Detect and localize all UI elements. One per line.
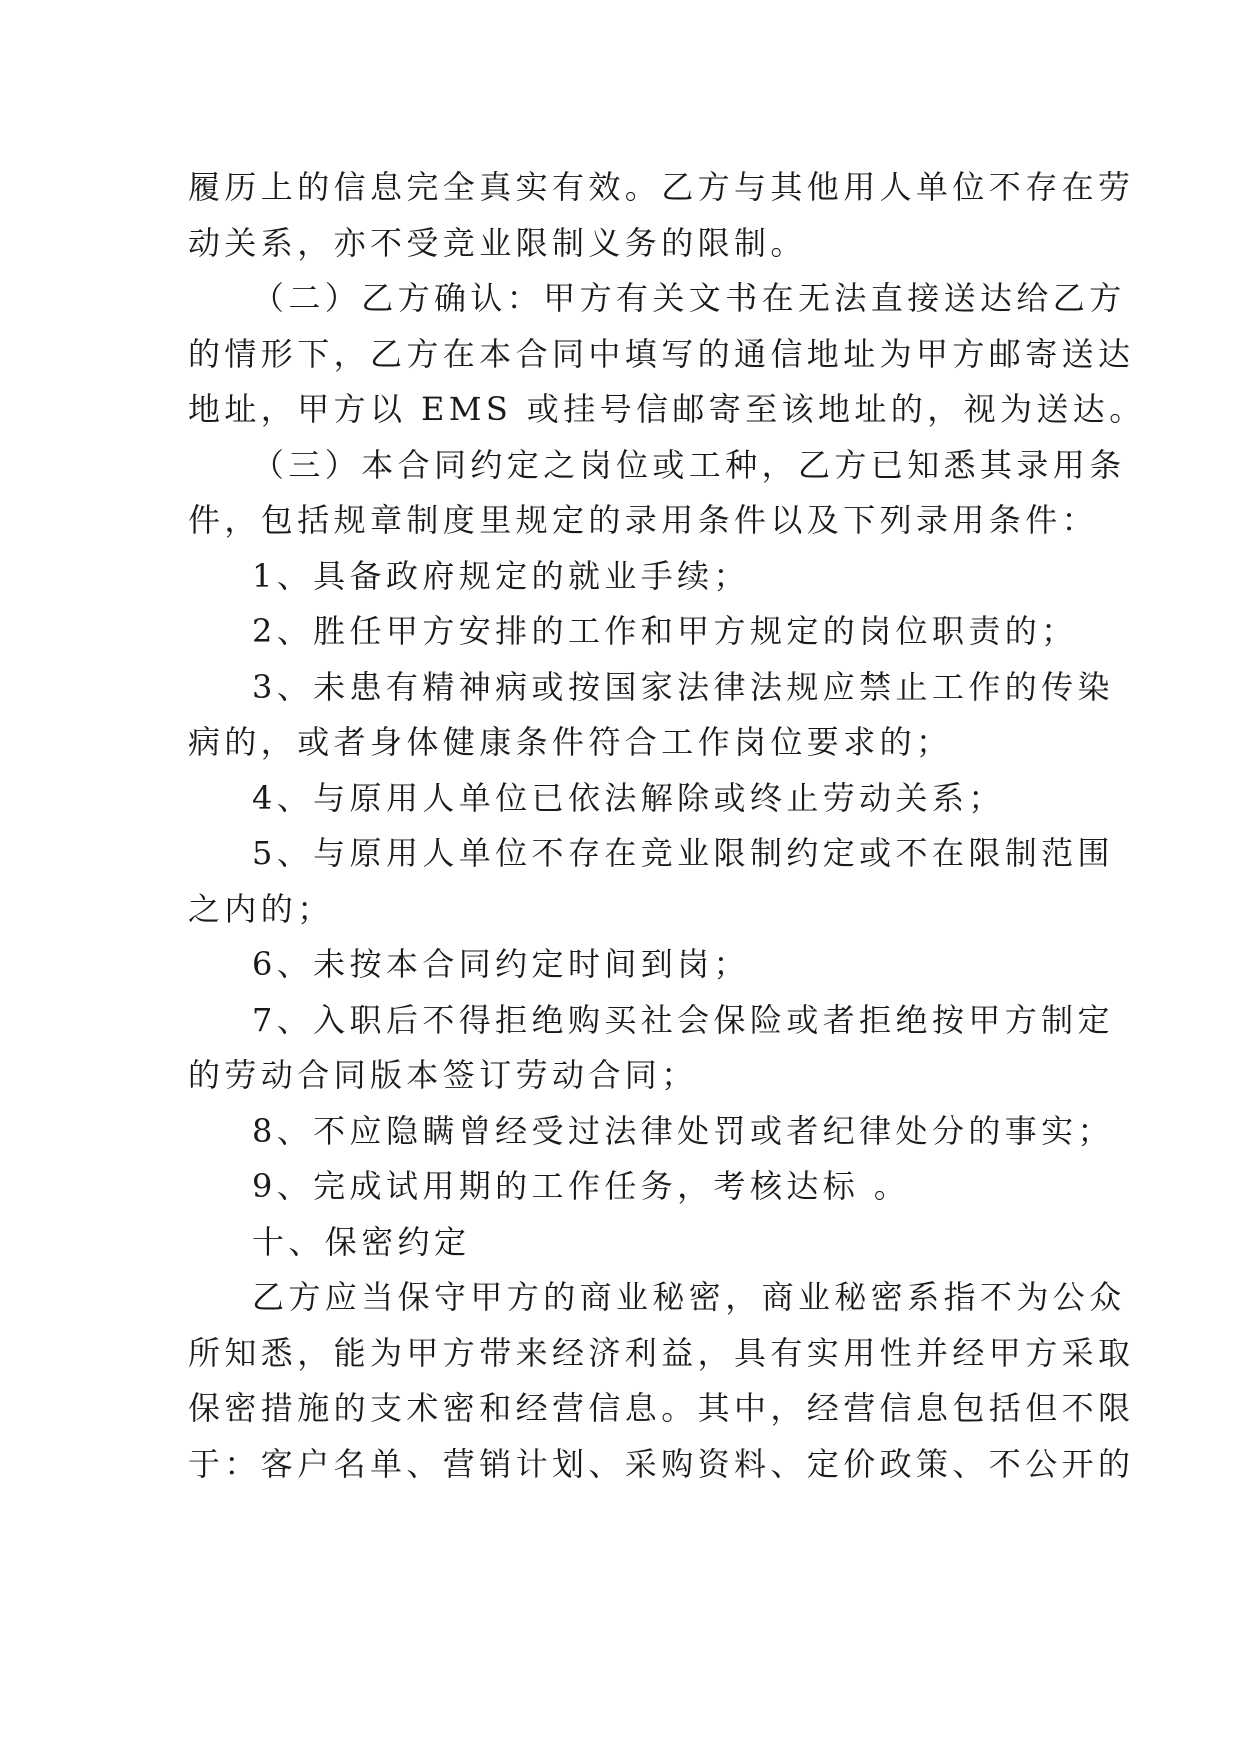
text-line: 件，包括规章制度里规定的录用条件以及下列录用条件： — [188, 501, 1099, 539]
text-line: 地址，甲方以 EMS 或挂号信邮寄至该地址的，视为送达。 — [188, 390, 1146, 428]
condition-item-7: 7、入职后不得拒绝购买社会保险或者拒绝按甲方制定 — [252, 1000, 1114, 1039]
condition-item-6: 6、未按本合同约定时间到岗； — [252, 945, 750, 983]
text-line: 所知悉，能为甲方带来经济利益，具有实用性并经甲方采取 — [188, 1333, 1135, 1372]
condition-item-3: 3、未患有精神病或按国家法律法规应禁止工作的传染 — [252, 667, 1114, 706]
text-line: 之内的； — [188, 889, 334, 928]
condition-item-8: 8、不应隐瞒曾经受过法律处罚或者纪律处分的事实； — [252, 1111, 1114, 1150]
text-line: 于：客户名单、营销计划、采购资料、定价政策、不公开的 — [188, 1444, 1135, 1483]
text-line: 动关系，亦不受竞业限制义务的限制。 — [188, 223, 807, 262]
condition-item-4: 4、与原用人单位已依法解除或终止劳动关系； — [252, 778, 1005, 817]
condition-item-2: 2、胜任甲方安排的工作和甲方规定的岗位职责的； — [252, 612, 1078, 650]
condition-item-1: 1、具备政府规定的就业手续； — [252, 556, 750, 595]
text-line: 病的，或者身体健康条件符合工作岗位要求的； — [188, 723, 953, 761]
condition-item-5: 5、与原用人单位不存在竞业限制约定或不在限制范围 — [252, 834, 1114, 872]
text-line: 的劳动合同版本签订劳动合同； — [188, 1056, 698, 1094]
text-line: 履历上的信息完全真实有效。乙方与其他用人单位不存在劳 — [188, 168, 1135, 206]
text-line: 的情形下，乙方在本合同中填写的通信地址为甲方邮寄送达 — [188, 334, 1135, 373]
text-line: 保密措施的支术密和经营信息。其中，经营信息包括但不限 — [188, 1389, 1135, 1427]
clause-3-heading: （三）本合同约定之岗位或工种，乙方已知悉其录用条 — [252, 445, 1126, 484]
confidentiality-paragraph: 乙方应当保守甲方的商业秘密，商业秘密系指不为公众 — [252, 1278, 1126, 1316]
section-10-heading: 十、保密约定 — [252, 1222, 471, 1261]
clause-2-heading: （二）乙方确认：甲方有关文书在无法直接送达给乙方 — [252, 279, 1126, 317]
condition-item-9: 9、完成试用期的工作任务，考核达标 。 — [252, 1167, 911, 1205]
contract-body-text — [188, 160, 1146, 1492]
